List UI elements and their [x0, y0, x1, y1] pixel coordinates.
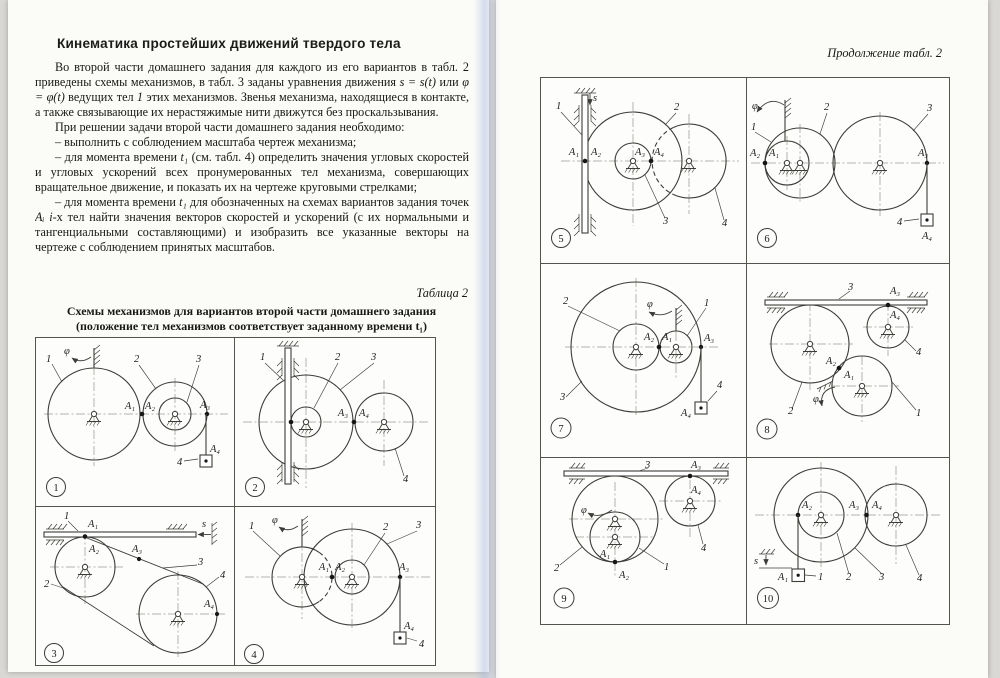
body-label-3: 3: [196, 354, 202, 365]
point-label-A1: A₁: [768, 148, 780, 159]
body-label-2: 2: [335, 352, 341, 363]
pivot-icon: [294, 574, 309, 588]
rod-1: [582, 95, 588, 233]
weight-4: [695, 402, 707, 414]
phi-label: φ: [64, 346, 70, 357]
body-label-3: 3: [645, 460, 651, 471]
pivot-icon: [802, 341, 817, 355]
contact-point: [657, 345, 662, 350]
mechanism-diagram-5: [541, 78, 746, 263]
rod-1: [285, 348, 291, 484]
page-left: [8, 0, 489, 672]
pivot-icon: [607, 534, 622, 548]
point-label-A2: A₂: [145, 401, 156, 412]
mechanism-diagram-1: [36, 338, 234, 506]
body-label-4: 4: [717, 380, 723, 391]
svg-text:5: 5: [558, 233, 564, 245]
book-spine-shadow: [474, 0, 500, 678]
body-label-2: 2: [824, 102, 830, 113]
svg-text:1: 1: [53, 482, 59, 494]
body-label-3: 3: [371, 352, 377, 363]
rod-3: [765, 300, 927, 305]
point-label-A4: A₄: [680, 408, 691, 419]
cell-variant-8: [747, 264, 950, 458]
point-label-A2: A₂: [88, 544, 100, 555]
contact-point: [864, 513, 869, 518]
cell-variant-6: [747, 78, 950, 264]
body-label-1: 1: [818, 572, 824, 583]
body-label-3: 3: [927, 103, 933, 114]
weight-1: [792, 569, 805, 582]
table-caption-line2: (положение тел механизмов соответствует заданному времени t₁): [75, 319, 428, 333]
svg-text:7: 7: [558, 423, 564, 435]
body-label-1: 1: [916, 408, 922, 419]
body-label-4: 4: [916, 347, 922, 358]
table-continuation-label: Продолжение табл. 2: [827, 46, 942, 60]
centerlines: [751, 112, 944, 216]
leader-lines: [253, 531, 417, 641]
table-caption: [35, 304, 468, 334]
phi-label: φ: [272, 515, 278, 526]
body-label-4: 4: [177, 457, 183, 468]
intro-text: [35, 60, 469, 255]
variant-number-badge: [551, 418, 571, 438]
point-label-A2: A₂: [801, 500, 813, 511]
contact-point: [330, 575, 335, 580]
variant-number-badge: [758, 229, 777, 248]
point-label-A4: A₄: [871, 500, 883, 511]
cell-variant-1: [36, 338, 235, 507]
pivot-icon: [86, 411, 101, 425]
point-label-A2: A₂: [619, 570, 630, 581]
point-label-A1: A₁: [777, 572, 788, 583]
body-label-1: 1: [249, 521, 255, 532]
point-label-A2: A₂: [749, 148, 761, 159]
body-label-1: 1: [260, 352, 266, 363]
fixed-wall: [676, 305, 682, 331]
phi-arrow: [72, 357, 91, 361]
body-label-4: 4: [419, 639, 425, 650]
svg-text:3: 3: [51, 648, 57, 660]
variant-number-badge: [552, 229, 571, 248]
mechanism-diagram-9: [541, 458, 746, 624]
body-label-1: 1: [556, 101, 562, 112]
mechanisms-table-variants-1-4: [35, 337, 436, 666]
weight-4: [394, 632, 406, 644]
point-label-A1: A₁: [844, 370, 855, 381]
list-item-2: – для момента времени t₁ (см. табл. 4) определить значения угловых скоростей и угловых ускорений всех пронумерованных тел механизма, совершающих вращательное движение, и показать их на чертеже круговыми стрелками;: [35, 150, 469, 194]
list-item-3: – для момента времени t₁ для обозначенных на схемах вариантов задания точек Aᵢ i-х тел найти значения векторов скоростей и ускорений (с их нормальными и тангенциальными составляющими) и изобразить все указанные векторы на чертеже с соблюдением принятых масштабов.: [35, 195, 469, 254]
body-label-2: 2: [554, 563, 560, 574]
paragraph-1: Во второй части домашнего задания для каждого из его вариантов в табл. 2 приведены схемы механизмов, в табл. 3 заданы уравнения движения s = s(t) или φ = φ(t) ведущих тел 1 этих механизмов. Звенья механизма, находящиеся в контакте, а также связывающие их нерастяжимые нити движутся без проскальзывания.: [35, 60, 469, 119]
point-label-A3: A₃: [635, 147, 646, 158]
body-label-4: 4: [917, 573, 923, 584]
phi-label: φ: [581, 505, 587, 516]
pivot-icon: [77, 564, 92, 578]
list-item-1: – выполнить с соблюдением масштаба чертеж механизма;: [55, 135, 357, 149]
body-label-1: 1: [664, 562, 670, 573]
point-label-A4: A₄: [359, 408, 370, 419]
body-label-1: 1: [46, 354, 52, 365]
rod-3: [564, 471, 728, 476]
page-right: [496, 0, 988, 678]
variant-number-badge: [758, 588, 779, 609]
point-label-A4: A₄: [404, 621, 415, 632]
s-label: s: [202, 519, 207, 530]
variant-number-badge: [45, 644, 64, 663]
body-label-1: 1: [64, 511, 70, 522]
body-label-2: 2: [674, 102, 680, 113]
contact-point: [837, 366, 842, 371]
svg-text:2: 2: [252, 482, 258, 494]
point-label-A4: A₄: [203, 599, 215, 610]
weight-4: [921, 214, 933, 226]
point-label-A4: A₄: [889, 310, 901, 321]
point-label-A2: A₂: [591, 147, 602, 158]
weight-4: [200, 455, 212, 467]
centerlines: [565, 278, 719, 416]
pivot-icon: [792, 160, 807, 174]
s-reference: [759, 549, 792, 568]
point-label-A4: A₄: [690, 485, 702, 496]
body-label-3: 3: [848, 282, 854, 293]
cell-variant-5: [541, 78, 747, 264]
fixed-wall: [94, 345, 100, 368]
point-label-A3: A₃: [131, 544, 143, 555]
variant-number-badge: [757, 419, 777, 439]
rod-1: [44, 532, 196, 537]
phi-label: φ: [813, 394, 819, 405]
contact-point: [83, 534, 88, 539]
pivot-icon: [888, 512, 903, 526]
pivot-icon: [344, 574, 359, 588]
mechanism-diagram-10: [747, 458, 949, 624]
pivot-icon: [779, 160, 794, 174]
pivot-icon: [872, 160, 887, 174]
body-label-2: 2: [134, 354, 140, 365]
mechanism-diagram-8: [747, 264, 949, 457]
point-label-A4: A₄: [921, 231, 933, 242]
body-label-4: 4: [220, 570, 226, 581]
body-label-1: 1: [751, 122, 757, 133]
centerlines: [245, 523, 431, 631]
phi-arrow: [822, 387, 835, 406]
leader-lines: [805, 533, 919, 576]
body-label-3: 3: [560, 392, 566, 403]
phi-arrow: [588, 510, 612, 515]
contact-point: [289, 420, 294, 425]
pivot-icon: [170, 611, 185, 625]
pivot-icon: [628, 344, 643, 358]
cell-variant-2: [235, 338, 436, 507]
svg-text:6: 6: [764, 233, 770, 245]
point-label-A3: A₃: [690, 460, 702, 471]
contact-point: [763, 161, 768, 166]
page-title: Кинематика простейших движений твердого тела: [57, 36, 401, 51]
point-label-A4: A₄: [654, 147, 665, 158]
pivot-icon: [854, 383, 869, 397]
body-label-2: 2: [563, 296, 569, 307]
point-label-A1: A₁: [87, 519, 99, 530]
variant-number-badge: [246, 478, 265, 497]
phi-arrow: [757, 101, 784, 112]
contact-point: [613, 560, 618, 565]
pivot-icon: [167, 411, 182, 425]
point-label-A3: A₃: [848, 500, 860, 511]
body-label-4: 4: [403, 474, 409, 485]
contact-point: [352, 420, 357, 425]
leader-lines: [560, 468, 703, 565]
point-label-A1: A₁: [599, 549, 610, 560]
point-A3: [886, 303, 891, 308]
point-label-A2: A₂: [335, 562, 346, 573]
body-label-2: 2: [44, 579, 50, 590]
s-label: s: [753, 556, 759, 567]
point-label-A3: A₃: [889, 286, 901, 297]
pivot-icon: [813, 512, 828, 526]
pivot-icon: [298, 419, 313, 433]
body-label-3: 3: [198, 557, 204, 568]
cell-variant-10: [747, 458, 950, 625]
point-A3: [137, 557, 141, 561]
phi-arrow: [279, 526, 298, 530]
variant-number-badge: [554, 588, 574, 608]
point-label-A1: A₁: [318, 562, 329, 573]
point-label-A3: A₃: [703, 333, 715, 344]
point-label-A3: A₃: [917, 148, 929, 159]
point-A3: [688, 474, 693, 479]
cell-variant-9: [541, 458, 747, 625]
point-label-A4: A₄: [210, 444, 221, 455]
mechanism-diagram-2: [235, 338, 435, 506]
point-label-A1: A₁: [661, 332, 673, 343]
s-label: s: [593, 93, 598, 104]
body-label-3: 3: [879, 572, 885, 583]
svg-text:10: 10: [762, 593, 774, 605]
leader-lines: [566, 306, 717, 401]
phi-label: φ: [647, 299, 653, 310]
body-label-2: 2: [788, 406, 794, 417]
point-label-A1: A₁: [124, 401, 135, 412]
body-label-4: 4: [701, 543, 707, 554]
svg-text:8: 8: [764, 424, 770, 436]
body-label-2: 2: [383, 522, 389, 533]
point-A4: [215, 612, 219, 616]
mechanism-diagram-7: [541, 264, 746, 457]
mechanism-diagram-3: [36, 507, 234, 665]
contact-point: [649, 159, 654, 164]
variant-number-badge: [245, 645, 264, 664]
fixed-wall: [302, 516, 308, 547]
pivot-icon: [682, 498, 697, 512]
point-label-A3: A₃: [398, 562, 410, 573]
cell-variant-3: [36, 507, 235, 666]
phi-label: φ: [752, 101, 758, 112]
leader-lines: [792, 291, 916, 410]
mechanism-diagram-6: [747, 78, 949, 263]
pivot-icon: [681, 158, 696, 172]
table-label: Таблица 2: [416, 286, 468, 300]
mechanisms-table-variants-5-10: [540, 77, 950, 625]
pivot-icon: [607, 516, 622, 530]
cell-variant-4: [235, 507, 436, 666]
point-label-A1: A₁: [568, 147, 579, 158]
paragraph-2: При решении задачи второй части домашнего задания необходимо:: [55, 120, 405, 134]
body-label-2: 2: [846, 572, 852, 583]
centerlines: [44, 366, 228, 466]
cell-variant-7: [541, 264, 747, 458]
body-label-3: 3: [663, 216, 669, 227]
phi-arrow: [649, 311, 672, 315]
fixed-wall: [785, 98, 791, 141]
table-caption-line1: Схемы механизмов для вариантов второй части домашнего задания: [66, 304, 437, 318]
pivot-icon: [880, 324, 895, 338]
mechanism-diagram-4: [235, 507, 435, 665]
body-label-4: 4: [897, 217, 903, 228]
point-label-A2: A₂: [643, 332, 655, 343]
pivot-icon: [625, 158, 640, 172]
body-label-4: 4: [722, 218, 728, 229]
contact-point: [140, 412, 145, 417]
body-label-3: 3: [416, 520, 422, 531]
pivot-icon: [376, 419, 391, 433]
svg-text:9: 9: [561, 593, 567, 605]
svg-text:4: 4: [251, 649, 257, 661]
pivot-icon: [668, 344, 683, 358]
point-label-A3: A₃: [337, 408, 348, 419]
point-label-A2: A₂: [825, 356, 836, 367]
point-label-A3: A₃: [199, 400, 211, 411]
variant-number-badge: [47, 478, 66, 497]
contact-point: [583, 159, 588, 164]
body-label-1: 1: [704, 298, 710, 309]
centerlines: [243, 358, 429, 488]
